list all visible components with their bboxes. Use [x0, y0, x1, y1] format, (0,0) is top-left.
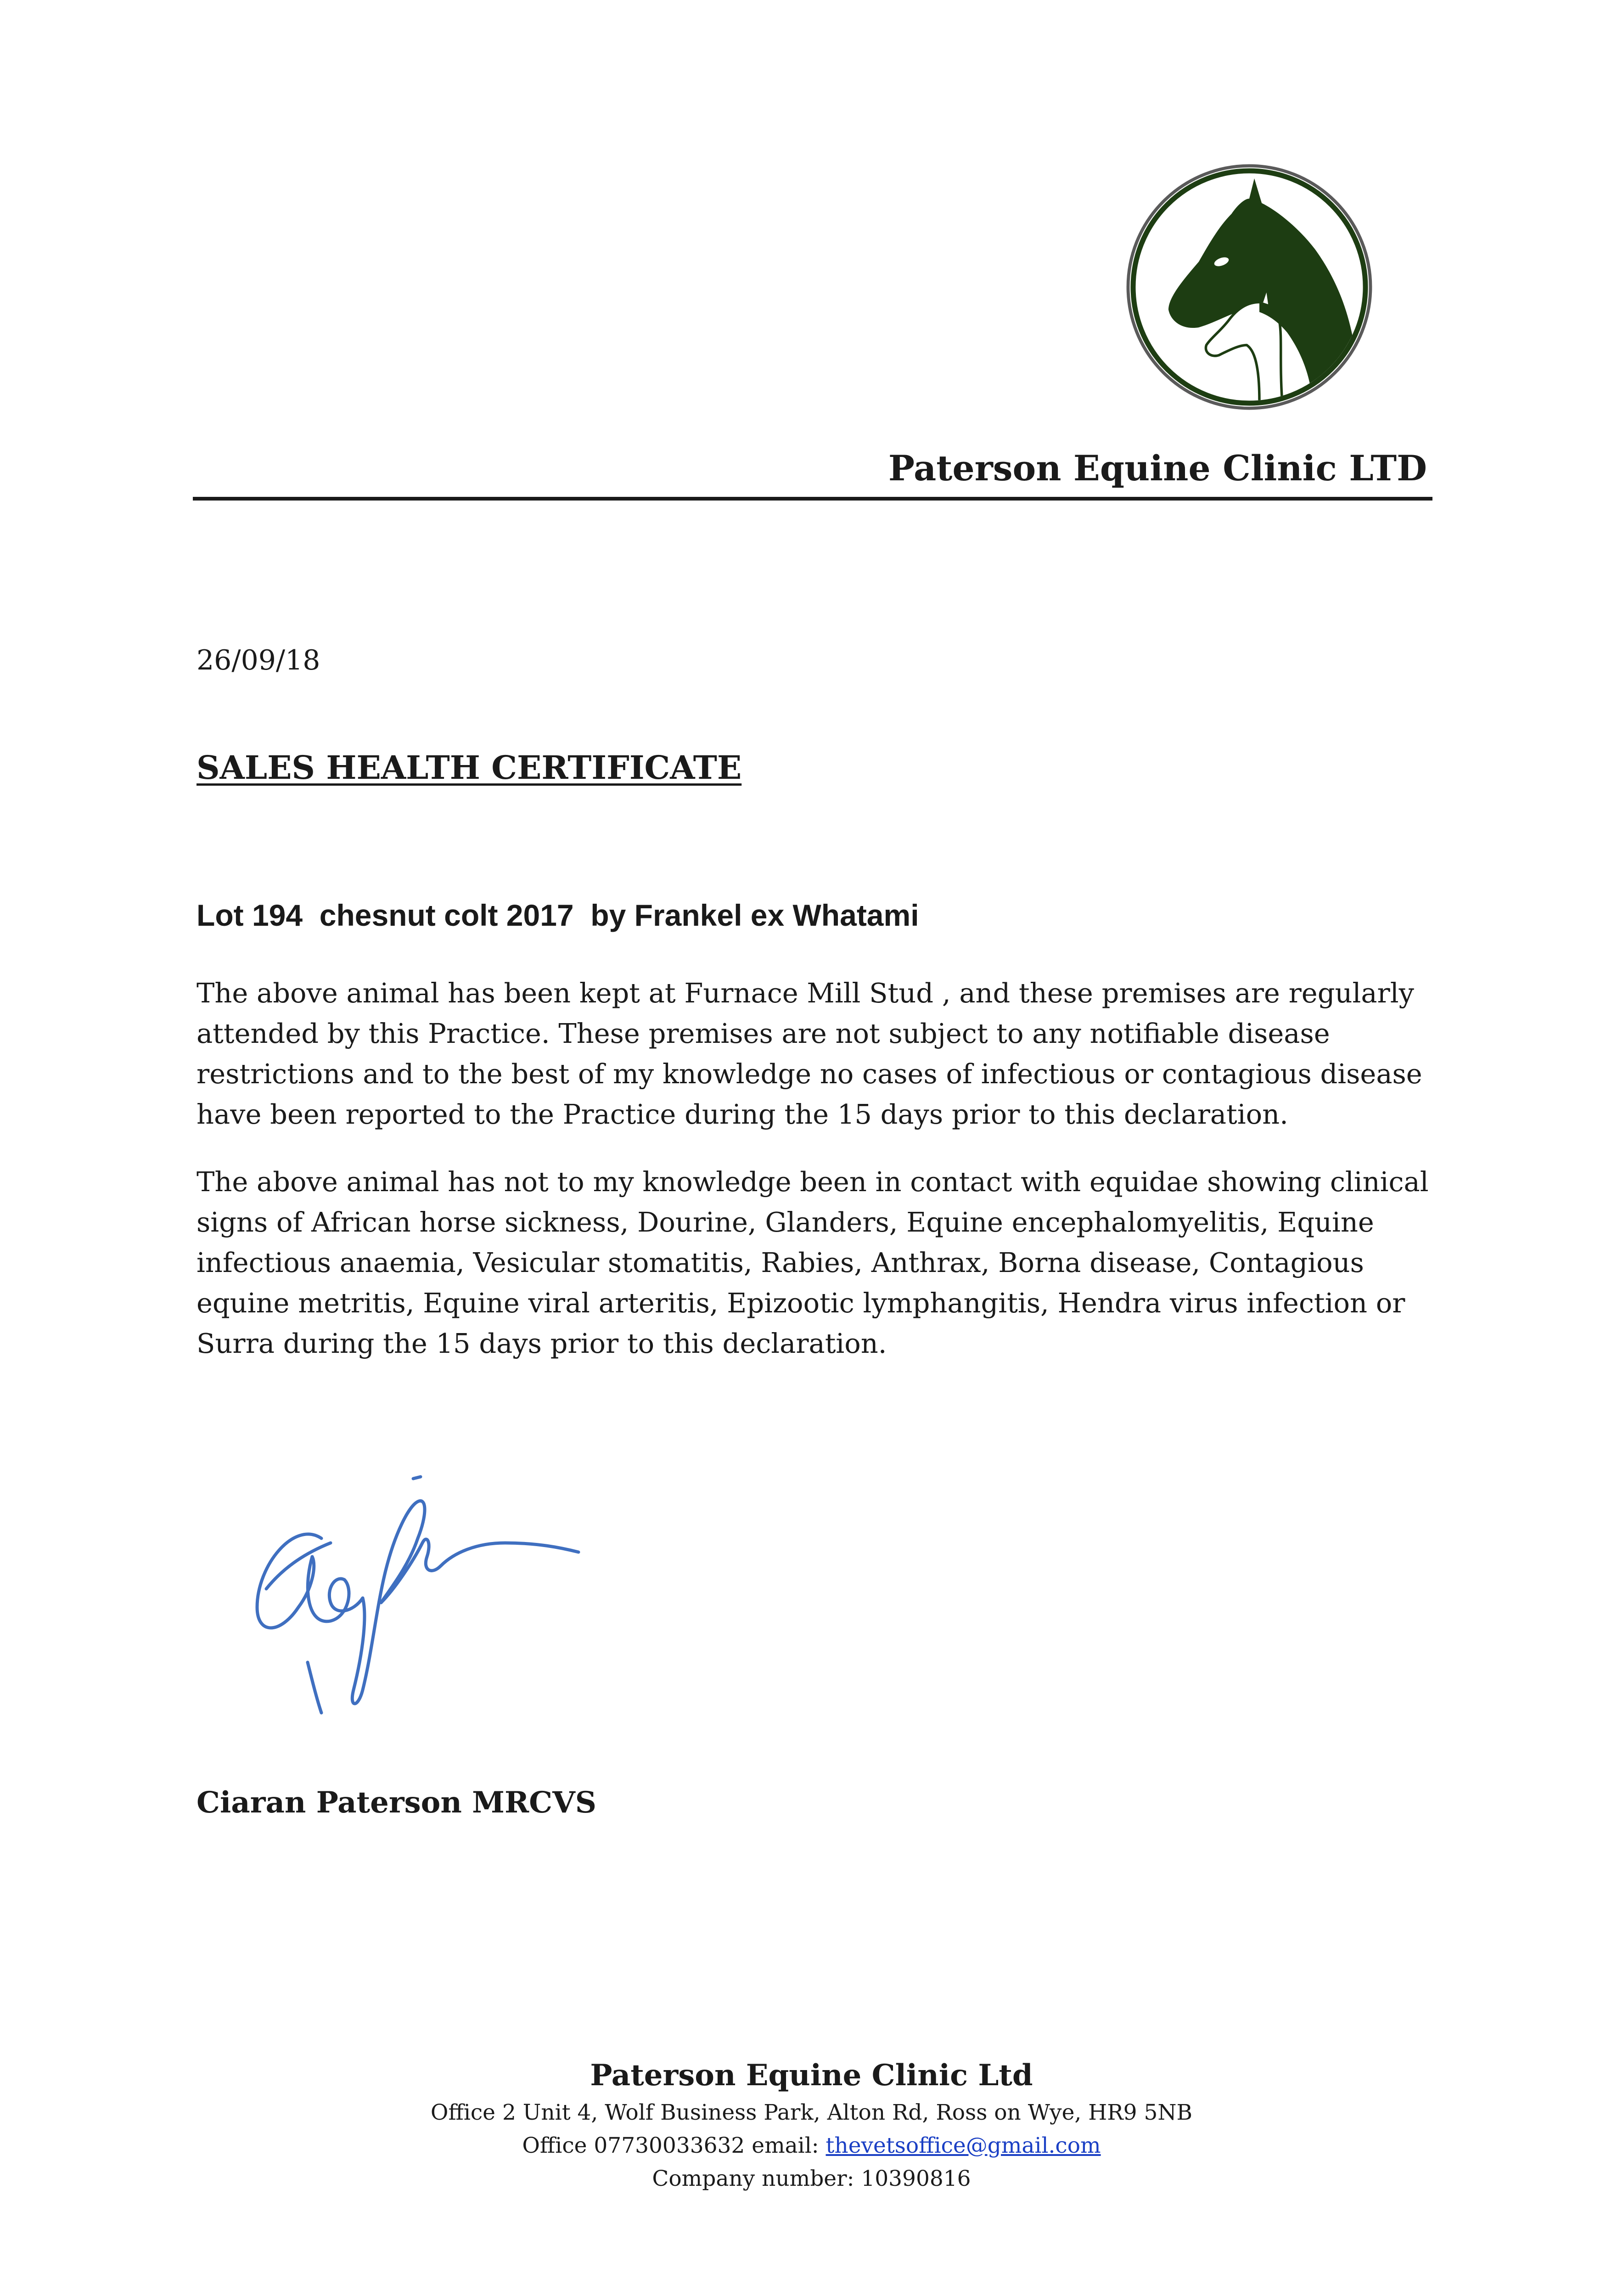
clinic-logo	[1123, 161, 1376, 413]
header-divider	[193, 497, 1432, 501]
lot-description: Lot 194 chesnut colt 2017 by Frankel ex Whatami	[197, 898, 919, 932]
footer	[0, 2055, 1623, 2195]
footer-company-number: Company number: 10390816	[652, 2166, 971, 2191]
letter-date: 26/09/18	[197, 644, 320, 676]
footer-email-link[interactable]: thevetsoffice@gmail.com	[826, 2133, 1101, 2158]
premises-paragraph: The above animal has been kept at Furnace Mill Stud , and these premises are regularly attended by this Practice. These premises are not subject to any notifiable disease restrictions and to the best of my knowledge no cases of infectious or contagious disease have been reported to the Practice during the 15 days prior to this declaration.	[197, 977, 1422, 1130]
footer-phone: Office 07730033632 email:	[522, 2133, 826, 2158]
signatory-name: Ciaran Paterson MRCVS	[197, 1785, 596, 1820]
certificate-title: SALES HEALTH CERTIFICATE	[197, 748, 742, 787]
handwritten-signature	[239, 1451, 707, 1754]
footer-address: Office 2 Unit 4, Wolf Business Park, Alton Rd, Ross on Wye, HR9 5NB	[430, 2100, 1193, 2125]
contact-paragraph: The above animal has not to my knowledge been in contact with equidae showing clinical signs of African horse sickness, Dourine, Glanders, Equine encephalomyelitis, Equine infectious anaemia, Vesicular stomatitis, Rabies, Anthrax, Borna disease, Contagious equine metritis, Equine viral arteritis, Epizootic lymphangitis, Hendra virus infection or Surra during the 15 days prior to this declaration.	[197, 1166, 1429, 1359]
footer-company-name: Paterson Equine Clinic Ltd	[590, 2058, 1033, 2093]
company-title: Paterson Equine Clinic LTD	[888, 448, 1427, 489]
footer-contact-line	[0, 2129, 1623, 2162]
